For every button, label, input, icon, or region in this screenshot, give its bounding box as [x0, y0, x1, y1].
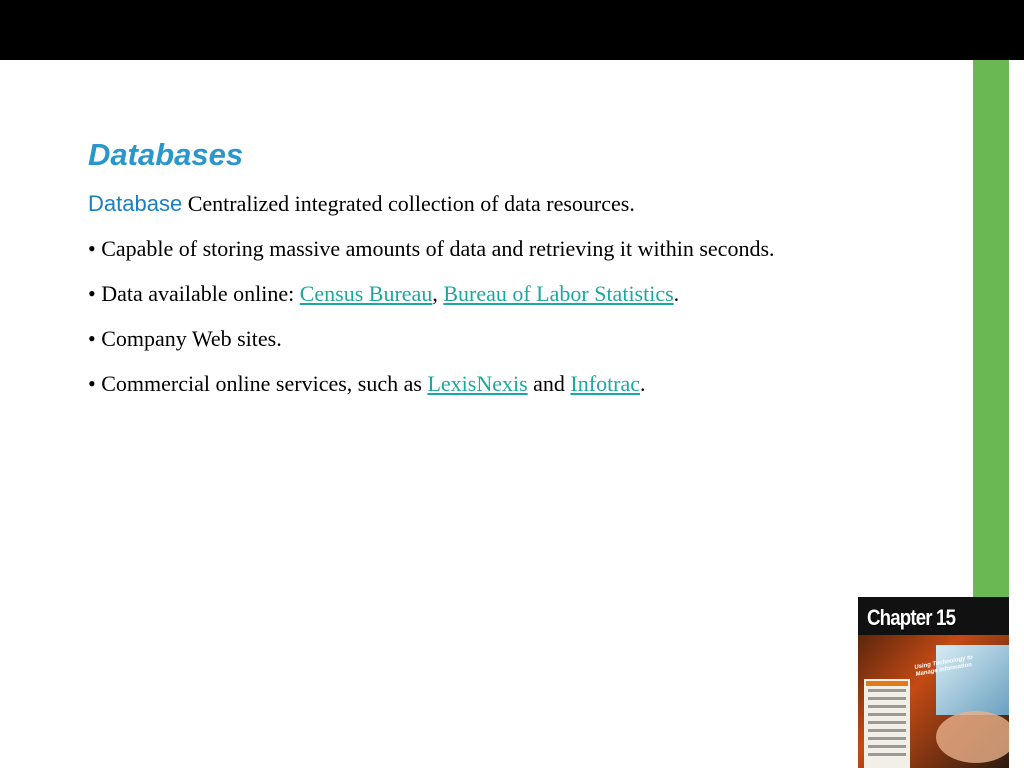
- bullet-storage-text: • Capable of storing massive amounts of data and retrieving it within seconds.: [88, 236, 775, 261]
- bullet-commercial-prefix: • Commercial online services, such as: [88, 371, 428, 396]
- green-accent-stripe: [973, 60, 1009, 600]
- bullet-commercial-suffix: .: [640, 371, 646, 396]
- definition-line: [88, 190, 948, 218]
- bullet-online-sep: ,: [432, 281, 444, 306]
- bullet-company-sites: [88, 325, 948, 353]
- bureau-of-labor-statistics-link[interactable]: Bureau of Labor Statistics: [443, 281, 674, 306]
- book-chapter-label: Chapter 15: [867, 605, 956, 630]
- slide-content: [88, 136, 948, 415]
- bullet-online-data: [88, 280, 948, 308]
- book-subtitle: Using Technology to Manage Information: [914, 654, 974, 678]
- bullet-commercial-services: [88, 370, 948, 398]
- bullet-storage: [88, 235, 948, 263]
- slide-title: Databases: [88, 137, 244, 172]
- top-bar: [0, 0, 1024, 60]
- lexisnexis-link[interactable]: LexisNexis: [427, 371, 528, 396]
- infotrac-link[interactable]: Infotrac: [570, 371, 641, 396]
- definition-term: Database: [88, 191, 183, 216]
- definition-text: Centralized integrated collection of data resources.: [182, 191, 635, 216]
- bullet-online-prefix: • Data available online:: [88, 281, 300, 306]
- book-cover-image: [858, 597, 1009, 768]
- census-bureau-link[interactable]: Census Bureau: [299, 281, 433, 306]
- bullet-commercial-sep: and: [527, 371, 571, 396]
- bullet-company-sites-text: • Company Web sites.: [88, 326, 282, 351]
- bullet-online-suffix: .: [673, 281, 680, 306]
